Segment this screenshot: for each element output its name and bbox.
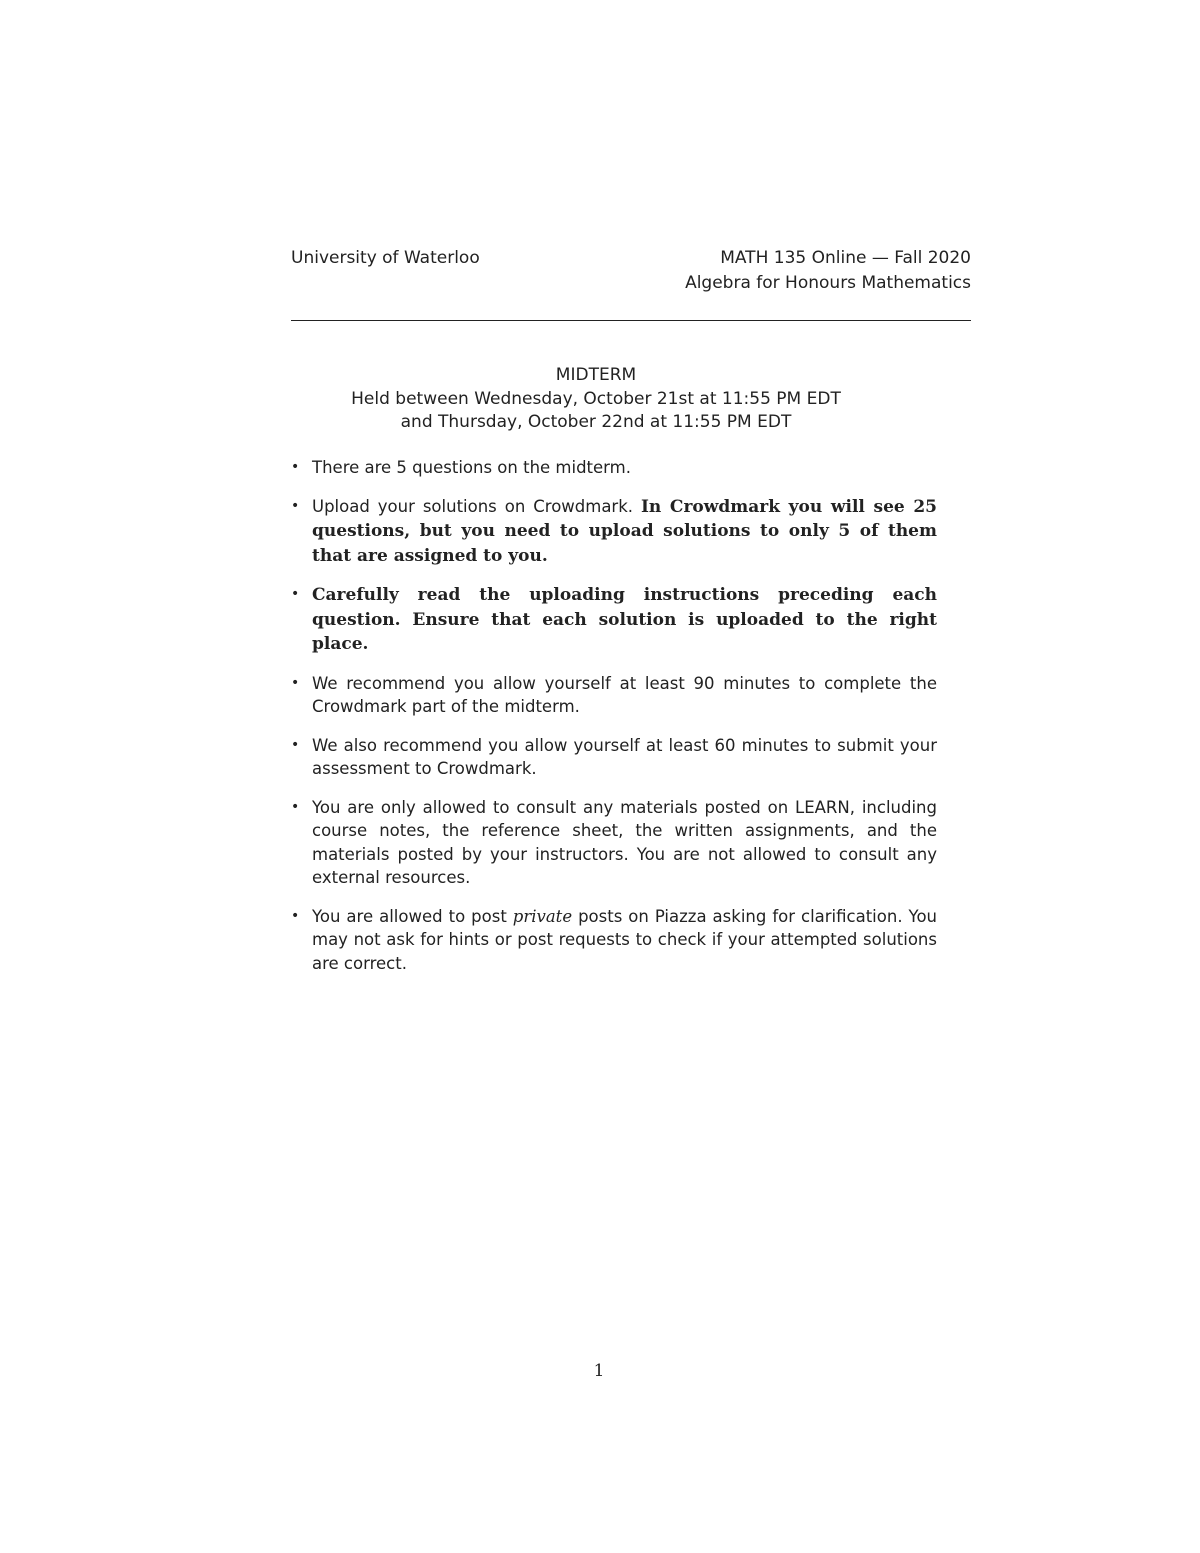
instruction-bold-text: Carefully read the uploading instructions preceding each question. Ensure that each solution is uploaded to the right place. — [312, 585, 937, 654]
instruction-item — [291, 796, 937, 890]
instruction-item — [291, 672, 937, 719]
instruction-item — [291, 495, 937, 569]
exam-heading: MIDTERM — [555, 365, 637, 385]
exam-window-line-2: and Thursday, October 22nd at 11:55 PM EDT — [400, 412, 792, 432]
bullet-icon: • — [291, 586, 300, 602]
header-divider — [291, 320, 971, 321]
bullet-icon: • — [291, 674, 300, 691]
instruction-text: We also recommend you allow yourself at least 60 minutes to submit your assessment to Crowdmark. — [312, 735, 937, 778]
document-page — [291, 0, 971, 1553]
instruction-text: Upload your solutions on Crowdmark. — [312, 496, 641, 516]
instruction-italic-text: private — [512, 906, 573, 926]
instruction-bold-text: In Crowdmark you will see 25 questions, but you need to upload solutions to only 5 of them that are assigned to you. — [312, 496, 937, 566]
instruction-item — [291, 734, 937, 781]
page-number: 1 — [593, 1361, 605, 1381]
bullet-icon: • — [291, 459, 300, 475]
institution-name: University of Waterloo — [291, 248, 480, 268]
bullet-icon: • — [291, 907, 300, 924]
course-title: Algebra for Honours Mathematics — [685, 273, 971, 293]
exam-window-line-1: Held between Wednesday, October 21st at 11:55 PM EDT — [351, 388, 841, 409]
instruction-text: You are only allowed to consult any materials posted on LEARN, including course notes, the reference sheet, the written assignments, and the materials posted by your instructors. You are not allowed to consult any external resources. — [312, 797, 937, 887]
exam-title-block — [291, 364, 901, 435]
bullet-icon: • — [291, 798, 300, 815]
course-line: MATH 135 Online — Fall 2020 — [720, 248, 971, 268]
instruction-item — [291, 905, 937, 976]
instruction-item — [291, 456, 937, 480]
instruction-text: There are 5 questions on the midterm. — [312, 458, 631, 477]
instruction-item — [291, 583, 937, 657]
instruction-text: You are allowed to post — [312, 906, 513, 926]
bullet-icon: • — [291, 736, 300, 753]
course-info — [685, 246, 971, 296]
instruction-text: posts on Piazza asking for clarification. You may not ask for hints or post requests to check if your attempted solutions are correct. — [312, 906, 937, 973]
instructions-list — [291, 456, 937, 990]
bullet-icon: • — [291, 497, 300, 514]
instruction-text: We recommend you allow yourself at least 90 minutes to complete the Crowdmark part of the midterm. — [312, 673, 937, 716]
